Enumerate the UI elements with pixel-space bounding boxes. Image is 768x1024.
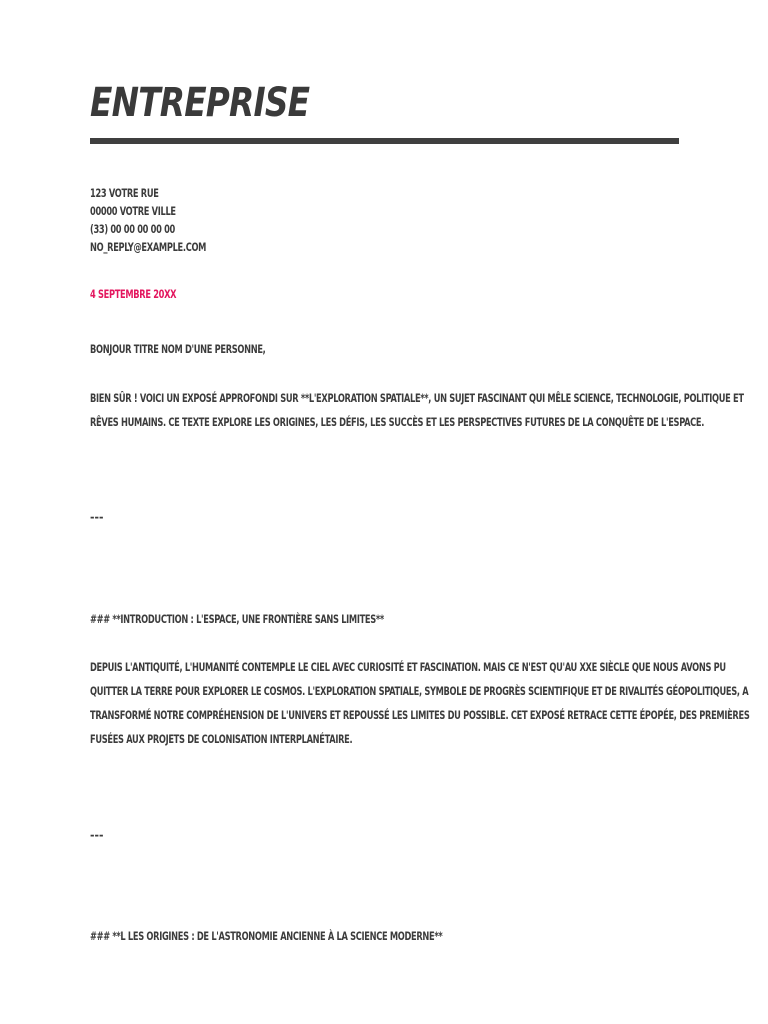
address-city: 00000 VOTRE VILLE (90, 204, 176, 218)
greeting: BONJOUR TITRE NOM D'UNE PERSONNE, (90, 342, 266, 356)
section-heading: ### **INTRODUCTION : L'ESPACE, UNE FRONTIÈRE SANS LIMITES** (90, 612, 384, 626)
company-name: ENTREPRISE (90, 80, 310, 126)
letter-date: 4 SEPTEMBRE 20XX (90, 287, 177, 301)
body-line: QUITTER LA TERRE POUR EXPLORER LE COSMOS. L'EXPLORATION SPATIALE, SYMBOLE DE PROGRÈS SCIENTIFIQUE ET DE RIVALITÉS GÉOPOLITIQUES, A (90, 684, 749, 698)
body-paragraph (90, 655, 750, 751)
separator: --- (90, 828, 104, 842)
address-email: NO_REPLY@EXAMPLE.COM (90, 240, 207, 254)
address-phone: (33) 00 00 00 00 00 (90, 222, 175, 236)
address-street: 123 VOTRE RUE (90, 186, 159, 200)
sender-address (90, 184, 650, 256)
header-rule (90, 138, 679, 144)
section-heading: ### **L LES ORIGINES : DE L'ASTRONOMIE ANCIENNE À LA SCIENCE MODERNE** (90, 929, 443, 943)
intro-paragraph (90, 386, 744, 434)
intro-line: BIEN SÛR ! VOICI UN EXPOSÉ APPROFONDI SUR **L'EXPLORATION SPATIALE**, UN SUJET FASCINANT QUI MÊLE SCIENCE, TECHNOLOGIE, POLITIQUE ET (90, 391, 744, 405)
intro-line: RÊVES HUMAINS. CE TEXTE EXPLORE LES ORIGINES, LES DÉFIS, LES SUCCÈS ET LES PERSPECTIVES FUTURES DE LA CONQUÊTE DE L'ESPACE. (90, 415, 705, 429)
separator: --- (90, 510, 104, 524)
body-line: FUSÉES AUX PROJETS DE COLONISATION INTERPLANÉTAIRE. (90, 732, 353, 746)
body-line: DEPUIS L'ANTIQUITÉ, L'HUMANITÉ CONTEMPLE LE CIEL AVEC CURIOSITÉ ET FASCINATION. MAIS CE N'EST QU'AU XXE SIÈCLE QUE NOUS AVONS PU (90, 660, 726, 674)
body-line: TRANSFORMÉ NOTRE COMPRÉHENSION DE L'UNIVERS ET REPOUSSÉ LES LIMITES DU POSSIBLE. CET EXPOSÉ RETRACE CETTE ÉPOPÉE, DES PREMIÈRES (90, 708, 750, 722)
